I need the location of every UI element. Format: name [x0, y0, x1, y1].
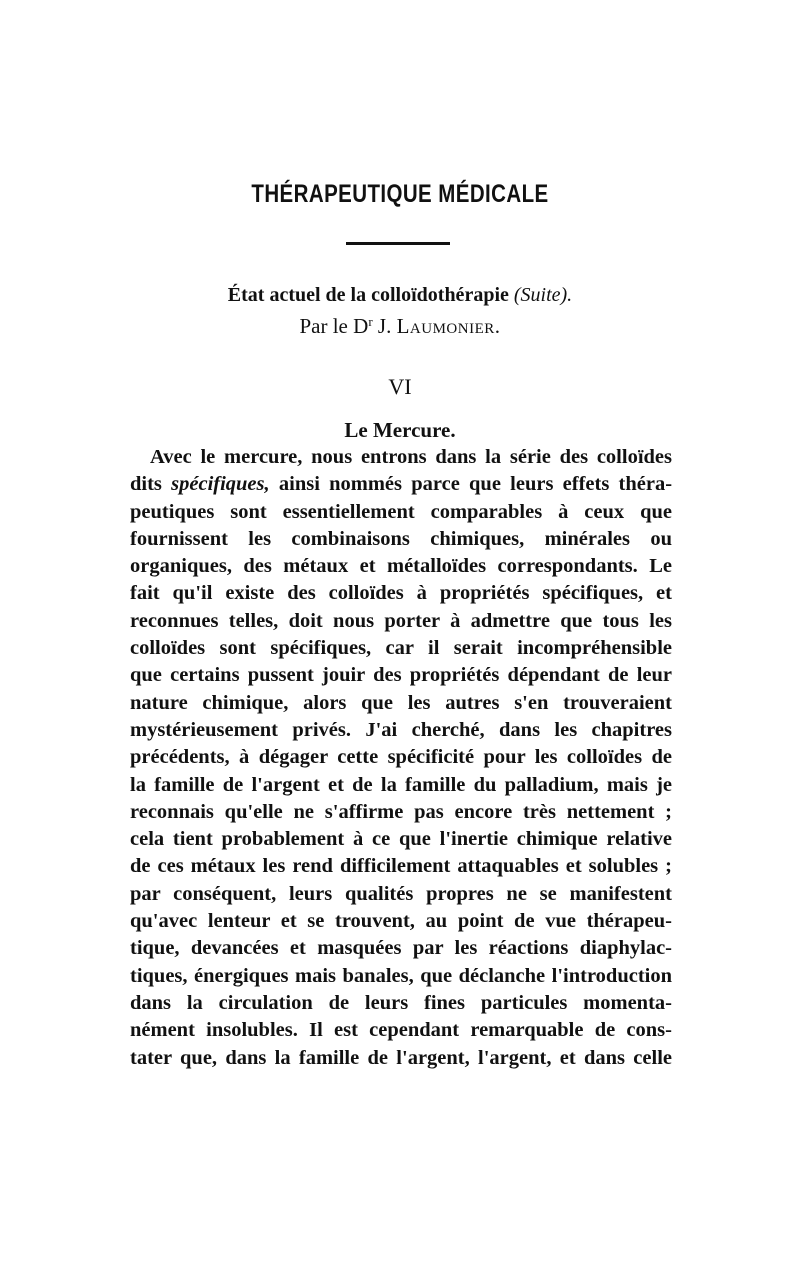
body-line: reconnais qu'elle ne s'affirme pas encore très nettement ; [130, 800, 672, 823]
chapter-heading: THÉRAPEUTIQUE MÉDICALE [251, 180, 549, 208]
body-line: fournissent les combinaisons chimiques, minérales ou [130, 527, 672, 550]
body-line: cela tient probablement à ce que l'inertie chimique relative [130, 828, 672, 851]
body-line: par conséquent, leurs qualités propres ne se manifestent [130, 882, 672, 905]
body-line: tiques, énergiques mais banales, que déclanche l'introduction [130, 964, 672, 987]
body-line: reconnues telles, doit nous porter à admettre que tous les [130, 609, 672, 632]
section-title: Le Mercure. [344, 418, 456, 442]
byline-prefix: Par le D [299, 314, 369, 338]
body-line: dans la circulation de leurs fines particules momenta- [130, 991, 672, 1014]
heading-divider [346, 242, 450, 245]
body-line: organiques, des métaux et métalloïdes correspondants. Le [130, 555, 672, 578]
body-line: précédents, à dégager cette spécificité pour les colloïdes de [130, 746, 672, 769]
body-line: fait qu'il existe des colloïdes à propriétés spécifiques, et [130, 582, 672, 605]
body-line: nature chimique, alors que les autres s'en trouveraient [130, 691, 672, 714]
byline-initial: J. [377, 314, 392, 338]
section-number: VI [388, 374, 412, 399]
body-line: Avec le mercure, nous entrons dans la série des colloïdes [150, 446, 672, 468]
article-title-suffix: (Suite). [513, 284, 573, 306]
article-title-main: État actuel de la colloïdothérapie [227, 284, 509, 306]
body-line-rest: ainsi nommés parce que leurs effets théra- [278, 473, 673, 496]
author-name: Laumonier. [396, 314, 501, 338]
article-title [0, 284, 800, 307]
emphasized-term: spécifiques, [171, 473, 270, 496]
body-line: tique, devancées et masquées par les réactions diaphylac- [130, 937, 672, 960]
body-line: qu'avec lenteur et se trouvent, au point de vue thérapeu- [130, 910, 672, 933]
body-line: peutiques sont essentiellement comparables à ceux que [130, 500, 672, 523]
body-line: mystérieusement privés. J'ai cherché, dans les chapitres [130, 718, 672, 741]
body-line: tater que, dans la famille de l'argent, l'argent, et dans celle [130, 1046, 672, 1069]
body-line [130, 471, 672, 498]
body-line: colloïdes sont spécifiques, car il serait incompréhensible [130, 637, 672, 660]
body-line: nément insolubles. Il est cependant remarquable de cons- [130, 1019, 672, 1042]
body-paragraph [130, 444, 672, 1072]
body-line: la famille de l'argent et de la famille du palladium, mais je [130, 773, 672, 796]
author-byline [0, 314, 800, 339]
body-line-prefix: dits [130, 473, 162, 496]
body-line: de ces métaux les rend difficilement attaquables et solubles ; [130, 855, 672, 878]
byline-title-abbrev: r [368, 314, 373, 329]
body-line: que certains pussent jouir des propriétés dépendant de leur [130, 664, 672, 687]
